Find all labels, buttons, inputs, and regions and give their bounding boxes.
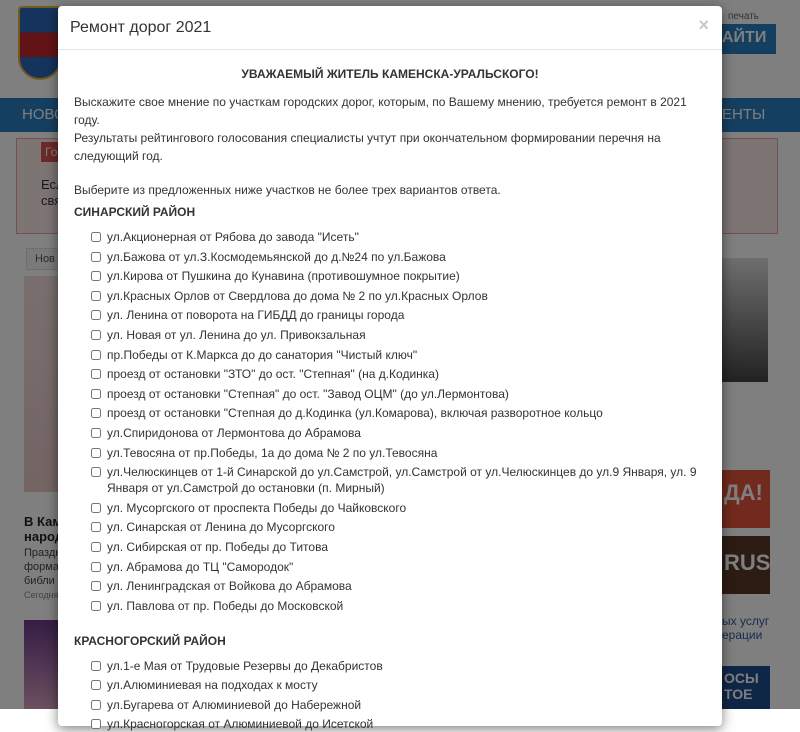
poll-option[interactable] (74, 559, 706, 575)
option-label[interactable]: ул. Павлова от пр. Победы до Московской (107, 598, 344, 613)
poll-option[interactable] (74, 425, 706, 441)
option-checkbox[interactable] (91, 680, 101, 690)
option-checkbox[interactable] (91, 661, 101, 671)
option-label[interactable]: ул.Тевосяна от пр.Победы, 1а до дома № 2 по ул.Тевосяна (107, 445, 438, 460)
poll-option[interactable] (74, 445, 706, 461)
option-checkbox[interactable] (91, 428, 101, 438)
option-checkbox[interactable] (91, 291, 101, 301)
poll-option[interactable] (74, 519, 706, 535)
poll-option[interactable] (74, 464, 706, 496)
poll-option[interactable] (74, 598, 706, 614)
option-checkbox[interactable] (91, 408, 101, 418)
option-checkbox[interactable] (91, 252, 101, 262)
poll-option[interactable] (74, 539, 706, 555)
option-label[interactable]: пр.Победы от К.Маркса до до санатория "Чистый ключ" (107, 347, 418, 362)
poll-option[interactable] (74, 229, 706, 245)
option-checkbox[interactable] (91, 522, 101, 532)
option-label[interactable]: ул. Ленинградская от Войкова до Абрамова (107, 579, 352, 594)
option-checkbox[interactable] (91, 330, 101, 340)
option-label[interactable]: ул.Челюскинцев от 1-й Синарской до ул.Самстрой, ул.Самстрой от ул.Челюскинцев до ул.9 Января, ул. 9 Января от ул.Самстрой до остановки (п. Мирный) (107, 465, 697, 496)
intro-text: Выскажите свое мнение по участкам городских дорог, которым, по Вашему мнению, требуется ремонт в 2021 году. Результаты рейтингового голосования специалисты учтут при окончательном формировании перечня на следующий год. (74, 95, 687, 163)
poll-option[interactable] (74, 697, 706, 713)
option-checkbox[interactable] (91, 350, 101, 360)
poll-option[interactable] (74, 307, 706, 323)
option-label[interactable]: ул.Кирова от Пушкина до Кунавина (противошумное покрытие) (107, 269, 460, 284)
option-checkbox[interactable] (91, 562, 101, 572)
options-list-sinarsky (74, 229, 706, 614)
modal-header (58, 6, 722, 50)
poll-option[interactable] (74, 578, 706, 594)
options-list-krasnogorsky (74, 658, 706, 732)
poll-option[interactable] (74, 716, 706, 732)
option-checkbox[interactable] (91, 271, 101, 281)
option-label[interactable]: ул.Акционерная от Рябова до завода "Исеть" (107, 230, 359, 244)
option-label[interactable]: ул.1-е Мая от Трудовые Резервы до Декабристов (107, 658, 383, 673)
option-label[interactable]: ул.Алюминиевая на подходах к мосту (107, 678, 318, 693)
poll-modal (58, 6, 722, 732)
district-heading-sinarsky: СИНАРСКИЙ РАЙОН (74, 205, 196, 219)
option-checkbox[interactable] (91, 389, 101, 399)
option-label[interactable]: ул. Сибирская от пр. Победы до Титова (107, 539, 328, 554)
poll-option[interactable] (74, 268, 706, 284)
option-checkbox[interactable] (91, 467, 101, 477)
option-label[interactable]: ул.Спиридонова от Лермонтова до Абрамова (107, 425, 361, 440)
option-checkbox[interactable] (91, 719, 101, 729)
option-checkbox[interactable] (91, 448, 101, 458)
poll-option[interactable] (74, 249, 706, 265)
poll-option[interactable] (74, 386, 706, 402)
option-label[interactable]: ул.Бугарева от Алюминиевой до Набережной (107, 697, 362, 712)
option-checkbox[interactable] (91, 581, 101, 591)
modal-body (58, 50, 722, 732)
option-label[interactable]: ул.Красногорская от Алюминиевой до Исетской (107, 717, 374, 732)
instruction-text: Выберите из предложенных ниже участков не более трех вариантов ответа. (74, 183, 501, 197)
option-checkbox[interactable] (91, 503, 101, 513)
option-checkbox[interactable] (91, 601, 101, 611)
close-icon[interactable]: × (698, 15, 709, 35)
option-label[interactable]: ул.Красных Орлов от Свердлова до дома № 2 по ул.Красных Орлов (107, 288, 488, 303)
poll-option[interactable] (74, 327, 706, 343)
option-label[interactable]: ул.Бажова от ул.З.Космодемьянской до д.№24 по ул.Бажова (107, 249, 446, 264)
option-checkbox[interactable] (91, 369, 101, 379)
poll-option[interactable] (74, 500, 706, 516)
option-label[interactable]: проезд от остановки "Степная" до ост. "Завод ОЦМ" (до ул.Лермонтова) (107, 386, 509, 401)
poll-option[interactable] (74, 288, 706, 304)
poll-option[interactable] (74, 366, 706, 382)
option-checkbox[interactable] (91, 310, 101, 320)
option-checkbox[interactable] (91, 542, 101, 552)
greeting-heading: УВАЖАЕМЫЙ ЖИТЕЛЬ КАМЕНСКА-УРАЛЬСКОГО! (241, 67, 539, 81)
option-checkbox[interactable] (91, 700, 101, 710)
option-label[interactable]: ул. Синарская от Ленина до Мусоргского (107, 520, 335, 535)
option-label[interactable]: проезд от остановки "ЗТО" до ост. "Степная" (на д.Кодинка) (107, 367, 439, 382)
poll-option[interactable] (74, 677, 706, 693)
option-label[interactable]: ул. Абрамова до ТЦ "Самородок" (107, 559, 294, 574)
option-label[interactable]: ул. Ленина от поворота на ГИБДД до границы города (107, 308, 405, 323)
option-label[interactable]: проезд от остановки "Степная до д.Кодинка (ул.Комарова), включая разворотное кольцо (107, 406, 603, 421)
modal-title: Ремонт дорог 2021 (70, 19, 212, 36)
poll-option[interactable] (74, 347, 706, 363)
option-label[interactable]: ул. Мусоргского от проспекта Победы до Чайковского (107, 500, 407, 515)
poll-option[interactable] (74, 658, 706, 674)
option-checkbox[interactable] (91, 232, 101, 242)
district-heading-krasnogorsky: КРАСНОГОРСКИЙ РАЙОН (74, 633, 226, 648)
option-label[interactable]: ул. Новая от ул. Ленина до ул. Привокзальная (107, 327, 366, 342)
poll-option[interactable] (74, 405, 706, 421)
